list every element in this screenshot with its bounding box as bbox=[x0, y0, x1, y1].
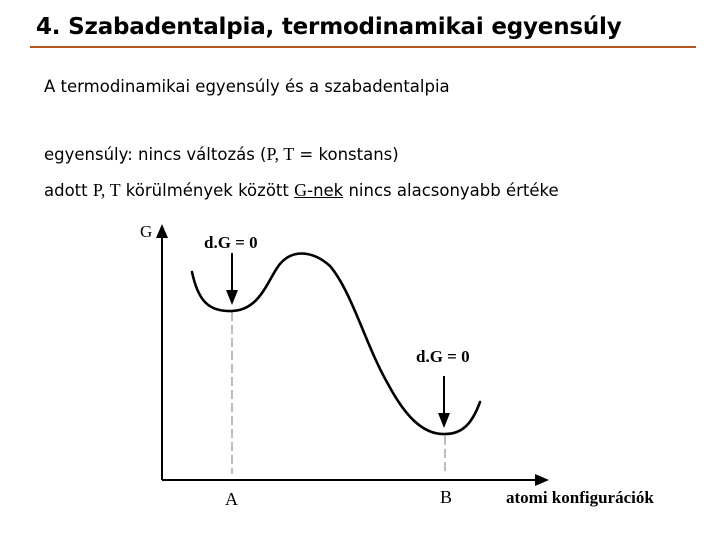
free-energy-curve bbox=[192, 254, 480, 435]
equilibrium-definition-suffix: = konstans) bbox=[294, 145, 399, 164]
arrow-b-head bbox=[438, 413, 450, 428]
annotation-a: d.G = 0 bbox=[204, 233, 258, 252]
slide-title: 4. Szabadentalpia, termodinamikai egyensúly bbox=[36, 14, 622, 40]
x-axis-arrow bbox=[535, 474, 549, 486]
tick-label-a: A bbox=[225, 489, 238, 509]
minimum-condition-middle: körülmények között bbox=[120, 181, 295, 200]
arrow-a-head bbox=[226, 290, 238, 305]
y-axis-arrow bbox=[156, 224, 168, 238]
equilibrium-definition-vars: P, T bbox=[266, 144, 295, 164]
equilibrium-definition-prefix: egyensúly: nincs változás ( bbox=[44, 145, 267, 164]
minimum-condition-prefix: adott bbox=[44, 181, 93, 200]
minimum-condition-vars: P, T bbox=[92, 180, 121, 200]
y-axis-label: G bbox=[140, 222, 153, 241]
annotation-b: d.G = 0 bbox=[416, 347, 470, 366]
minimum-condition-g-suffix: -nek bbox=[307, 181, 344, 200]
tick-label-b: B bbox=[440, 487, 453, 507]
x-axis-label: atomi konfigurációk bbox=[506, 488, 654, 507]
slide-subtitle: A termodinamikai egyensúly és a szabadentalpia bbox=[44, 77, 450, 96]
minimum-condition-g: G bbox=[294, 180, 308, 200]
minimum-condition-suffix: nincs alacsonyabb értéke bbox=[343, 181, 559, 200]
